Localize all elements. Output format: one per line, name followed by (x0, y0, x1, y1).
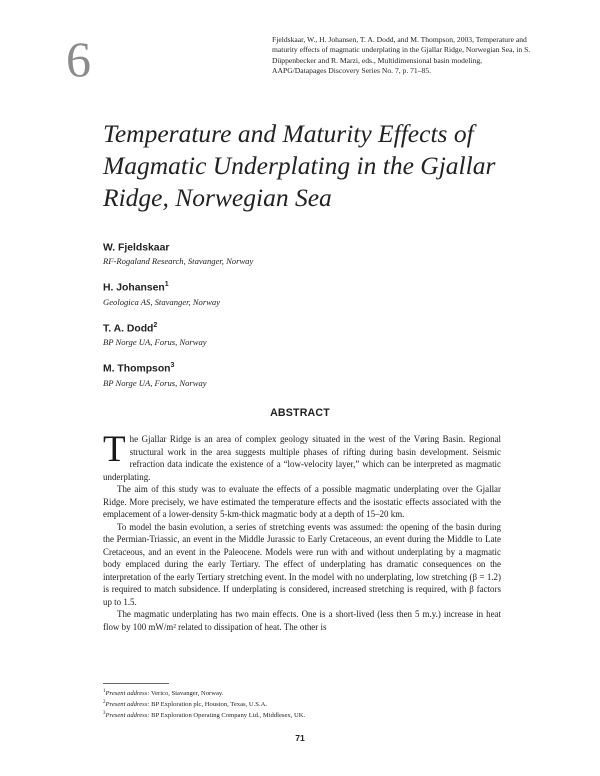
footnote-label: Present address: (105, 701, 150, 709)
footnote-sup: 3 (103, 710, 106, 716)
abstract-paragraph: The aim of this study was to evaluate the effects of a possible magmatic underplating over the Gjallar Ridge. More precisely, we have estimated the temperature effects and the isostatic effects associated with the emplacement of a lower-density 5-km-thick magmatic body at a depth of 15–20 km. (103, 484, 501, 519)
author-affiliation: RF-Rogaland Research, Stavanger, Norway (103, 256, 254, 267)
footnote-text: Verico, Stavanger, Norway. (151, 690, 224, 698)
page-title: Temperature and Maturity Effects of Magmatic Underplating in the Gjallar Ridge, Norwegian Sea (103, 119, 496, 212)
footnotes (103, 688, 501, 721)
author-sup: 2 (153, 321, 158, 329)
author-name-text: M. Thompson (103, 363, 171, 375)
abstract-paragraph: To model the basin evolution, a series of stretching events was assumed: the opening of the basin during the Permian-Triassic, an event in the Middle Jurassic to Early Cretaceous, an event during the Middle to Late Cretaceous, and an event in the Paleocene. Models were run with and without underplating by a magmatic body emplaced during the early Tertiary. The effect of underplating has dramatic consequences on the interpretation of the early Tertiary stretching event. In the model with no underplating, low stretching (β = 1.2) is required to match subsidence. If underplating is considered, increased stretching is required, with β factors up to 1.5. (103, 521, 501, 607)
author-affiliation: Geologica AS, Stavanger, Norway (103, 296, 221, 307)
footnote-text: BP Exploration plc, Houston, Texas, U.S.A. (151, 701, 268, 709)
footnote-label: Present address: (105, 690, 150, 698)
author-name (103, 359, 503, 376)
footnote-divider (103, 683, 169, 684)
footnote (103, 688, 501, 699)
drop-cap: T (103, 429, 126, 470)
author-name-text: W. Fjeldskaar (103, 242, 170, 254)
author-affiliation: BP Norge UA, Forus, Norway (103, 337, 207, 348)
author-affiliation: BP Norge UA, Forus, Norway (103, 377, 207, 388)
footnote-sup: 2 (103, 699, 106, 705)
abstract-paragraph: The magmatic underplating has two main effects. One is a short-lived (less then 5 m.y.) increase in heat flow by 100 mW/m² related to dissipation of heat. The other is (103, 609, 501, 632)
author-block (103, 238, 503, 268)
page-number: 71 (295, 733, 305, 743)
abstract-body (103, 429, 501, 633)
footnote-sup: 1 (103, 689, 106, 694)
paragraph-text: he Gjallar Ridge is an area of complex geology situated in the west of the Vøring Basin. Regional structural work in the area suggests multiple phases of rifting during basin development. Seismic refraction data indicate the existence of a “low-velocity layer,” which can be interpreted as magmatic underplating. (103, 434, 501, 482)
author-block (103, 319, 503, 349)
chapter-number: 6 (66, 31, 91, 87)
citation: Fjeldskaar, W., H. Johansen, T. A. Dodd, and M. Thompson, 2003, Temperature and maturity effects of magmatic underplating in the Gjallar Ridge, Norwegian Sea, in S. Düppenbecker and R. Marzi, eds., Multidimensional basin modeling, AAPG/Datapages Discovery Series No. 7, p. 71–85. (272, 35, 531, 76)
footnote-text: BP Exploration Operating Company Ltd., Middlesex, UK. (151, 712, 306, 720)
abstract-paragraph (103, 429, 501, 483)
author-block (103, 278, 503, 308)
author-block (103, 359, 503, 389)
author-sup: 1 (164, 281, 169, 289)
abstract-heading: ABSTRACT (270, 407, 330, 419)
footnote (103, 710, 501, 721)
footnote (103, 699, 501, 710)
author-name-text: T. A. Dodd (103, 323, 154, 335)
author-name (103, 319, 503, 336)
footnote-label: Present address: (105, 712, 150, 720)
author-list (103, 238, 503, 400)
author-sup: 3 (170, 362, 175, 370)
author-name-text: H. Johansen (103, 282, 165, 294)
author-name (103, 238, 503, 255)
author-name (103, 278, 503, 295)
